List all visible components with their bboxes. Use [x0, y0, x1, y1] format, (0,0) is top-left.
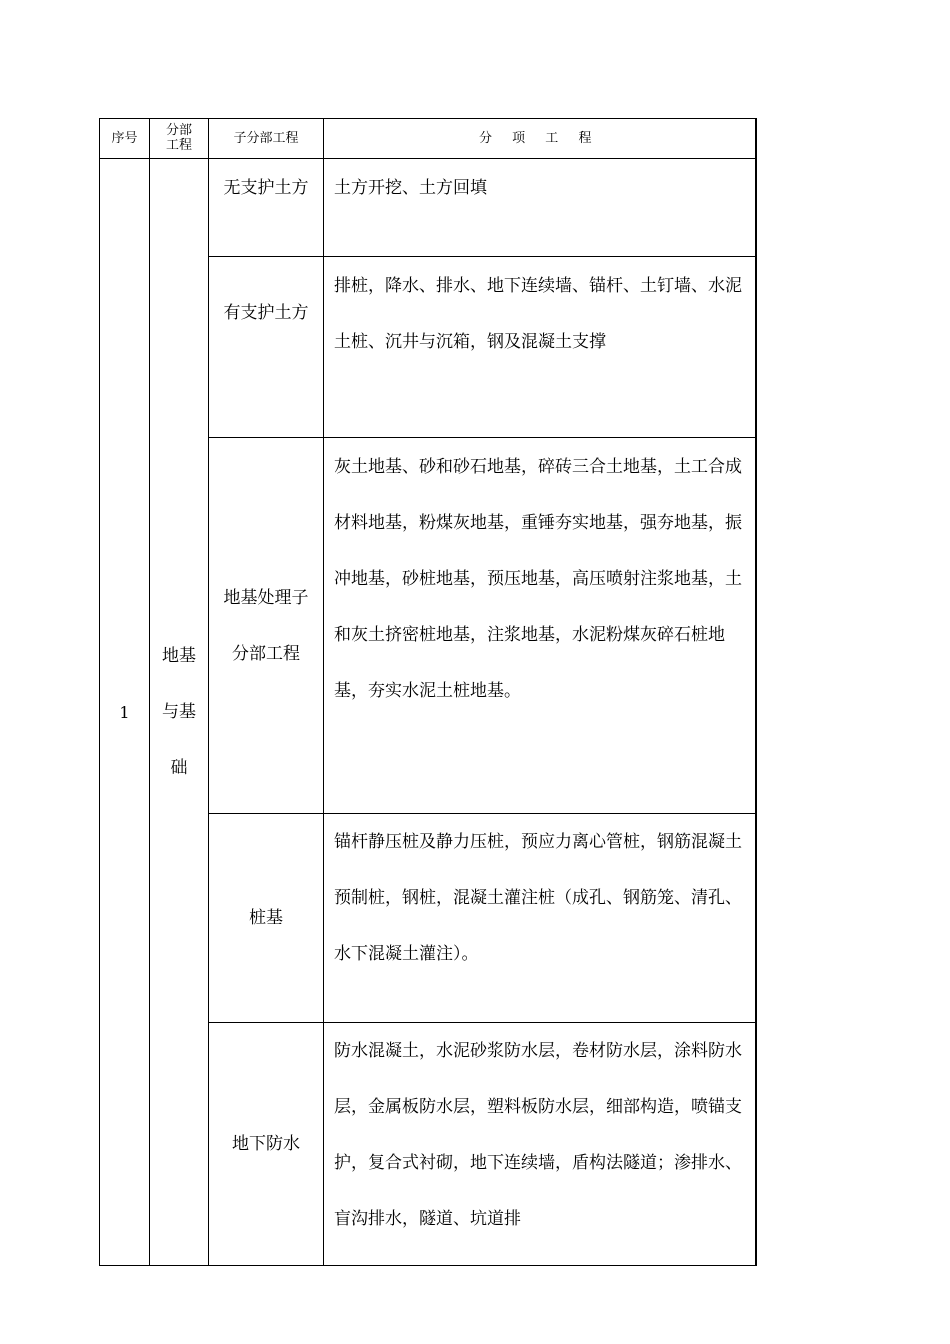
row-number-cell [100, 159, 150, 1266]
header-no-label: 序号 [111, 130, 138, 146]
header-division-label: 分部工程 [165, 123, 192, 153]
items-text: 土方开挖、土方回填 [334, 178, 487, 198]
items-text: 防水混凝土，水泥砂浆防水层，卷材防水层，涂料防水层，金属板防水层，塑料板防水层，细部构造，喷锚支护，复合式衬砌，地下连续墙，盾构法隧道；渗排水、盲沟排水，隧道、坑道排 [334, 1041, 742, 1229]
subdivision-cell [209, 257, 324, 438]
subdivision-name: 无支护土方 [223, 178, 309, 198]
subdivision-cell [209, 159, 324, 257]
header-division [150, 119, 209, 159]
subdivision-name: 桩基 [249, 908, 283, 928]
items-cell [324, 438, 756, 814]
header-items [324, 119, 756, 159]
subdivision-cell [209, 814, 324, 1023]
subdivision-name: 有支护土方 [223, 303, 309, 323]
subdivision-cell [209, 1023, 324, 1266]
header-no [100, 119, 150, 159]
table-row [100, 159, 756, 257]
engineering-division-table [99, 118, 757, 1266]
header-subdivision [209, 119, 324, 159]
items-cell [324, 159, 756, 257]
subdivision-cell [209, 438, 324, 814]
header-subdivision-label: 子分部工程 [233, 130, 299, 146]
items-text: 锚杆静压桩及静力压桩，预应力离心管桩，钢筋混凝土预制桩，钢桩，混凝土灌注桩（成孔、钢筋笼、清孔、水下混凝土灌注）。 [334, 832, 742, 964]
items-cell [324, 814, 756, 1023]
items-cell [324, 257, 756, 438]
items-text: 排桩，降水、排水、地下连续墙、锚杆、土钉墙、水泥土桩、沉井与沉箱，钢及混凝土支撑 [334, 276, 742, 352]
subdivision-name: 地基处理子分部工程 [223, 587, 309, 664]
row-number: 1 [119, 702, 130, 722]
header-items-label: 分 项 工 程 [479, 130, 600, 146]
items-cell [324, 1023, 756, 1266]
division-cell [150, 159, 209, 1266]
subdivision-name: 地下防水 [232, 1134, 300, 1154]
items-text: 灰土地基、砂和砂石地基，碎砖三合土地基，土工合成材料地基，粉煤灰地基，重锤夯实地基，强夯地基，振冲地基，砂桩地基，预压地基，高压喷射注浆地基，土和灰土挤密桩地基，注浆地基，水泥粉煤灰碎石桩地基，夯实水泥土桩地基。 [334, 457, 742, 701]
division-name: 地基与基础 [162, 646, 196, 778]
table-header-row [100, 119, 756, 159]
